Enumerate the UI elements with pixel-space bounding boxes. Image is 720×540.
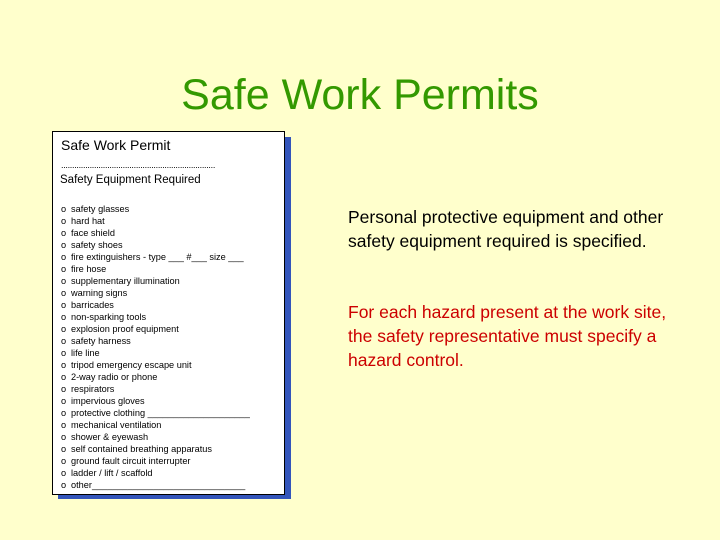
checklist-item-label: self contained breathing apparatus	[71, 444, 212, 454]
hazard-control-paragraph: For each hazard present at the work site, the safety representative must specify a hazard control.	[348, 302, 667, 370]
checklist-item-label: ground fault circuit interrupter	[71, 456, 191, 466]
checklist-item	[61, 407, 250, 419]
checkbox-circle-icon: o	[61, 288, 67, 298]
checkbox-circle-icon: o	[61, 444, 67, 454]
checklist-item	[61, 311, 250, 323]
checklist-item	[61, 275, 250, 287]
checklist-item	[61, 359, 250, 371]
checkbox-circle-icon: o	[61, 336, 67, 346]
checklist-item	[61, 419, 250, 431]
checkbox-circle-icon: o	[61, 408, 67, 418]
checklist-item-label: hard hat	[71, 216, 105, 226]
checklist-item	[61, 455, 250, 467]
checkbox-circle-icon: o	[61, 240, 67, 250]
checkbox-circle-icon: o	[61, 216, 67, 226]
checklist-item-label: life line	[71, 348, 100, 358]
checkbox-circle-icon: o	[61, 456, 67, 466]
checklist-item	[61, 203, 250, 215]
checklist-item-label: fire extinguishers - type ___ #___ size ___	[71, 252, 244, 262]
checklist-item	[61, 263, 250, 275]
checklist-item	[61, 371, 250, 383]
checklist-item-label: non-sparking tools	[71, 312, 147, 322]
checkbox-circle-icon: o	[61, 384, 67, 394]
checklist-item-label: face shield	[71, 228, 115, 238]
checkbox-circle-icon: o	[61, 204, 67, 214]
checklist-item	[61, 443, 250, 455]
checklist-item-label: warning signs	[71, 288, 128, 298]
checkbox-circle-icon: o	[61, 312, 67, 322]
checklist-item-label: 2-way radio or phone	[71, 372, 158, 382]
checkbox-circle-icon: o	[61, 252, 67, 262]
checklist-item-label: impervious gloves	[71, 396, 145, 406]
checklist-item	[61, 239, 250, 251]
permit-dotted-line: ......................................................................	[61, 160, 216, 170]
checkbox-circle-icon: o	[61, 396, 67, 406]
checklist-item	[61, 287, 250, 299]
checklist-item-label: tripod emergency escape unit	[71, 360, 192, 370]
checklist-item	[61, 323, 250, 335]
checklist-item	[61, 227, 250, 239]
checkbox-circle-icon: o	[61, 372, 67, 382]
checklist-item	[61, 467, 250, 479]
checkbox-circle-icon: o	[61, 300, 67, 310]
checklist-item	[61, 251, 250, 263]
checkbox-circle-icon: o	[61, 348, 67, 358]
checklist-item-label: safety shoes	[71, 240, 123, 250]
equipment-checklist	[61, 203, 250, 491]
checklist-item	[61, 479, 250, 491]
checkbox-circle-icon: o	[61, 228, 67, 238]
permit-title: Safe Work Permit	[61, 137, 171, 153]
checkbox-circle-icon: o	[61, 276, 67, 286]
checklist-item	[61, 383, 250, 395]
checklist-item-label: shower & eyewash	[71, 432, 149, 442]
checklist-item-label: explosion proof equipment	[71, 324, 179, 334]
checklist-item-label: supplementary illumination	[71, 276, 180, 286]
checklist-item-label: safety glasses	[71, 204, 130, 214]
checkbox-circle-icon: o	[61, 480, 67, 490]
checklist-item	[61, 395, 250, 407]
permit-document	[52, 131, 285, 495]
checklist-item	[61, 215, 250, 227]
checklist-item-label: protective clothing ____________________	[71, 408, 250, 418]
checklist-item-label: mechanical ventilation	[71, 420, 162, 430]
checkbox-circle-icon: o	[61, 360, 67, 370]
checklist-item-label: barricades	[71, 300, 114, 310]
checklist-item-label: other______________________________	[71, 480, 246, 490]
checkbox-circle-icon: o	[61, 420, 67, 430]
checklist-item	[61, 299, 250, 311]
checklist-item	[61, 335, 250, 347]
checklist-item-label: ladder / lift / scaffold	[71, 468, 153, 478]
checklist-item	[61, 347, 250, 359]
checkbox-circle-icon: o	[61, 432, 67, 442]
checklist-item-label: respirators	[71, 384, 115, 394]
checkbox-circle-icon: o	[61, 324, 67, 334]
checkbox-circle-icon: o	[61, 264, 67, 274]
checklist-item-label: fire hose	[71, 264, 107, 274]
checklist-item-label: safety harness	[71, 336, 131, 346]
slide-title: Safe Work Permits	[181, 71, 539, 119]
ppe-paragraph: Personal protective equipment and other safety equipment required is specified.	[348, 207, 664, 251]
checklist-item	[61, 431, 250, 443]
checkbox-circle-icon: o	[61, 468, 67, 478]
permit-section-heading: Safety Equipment Required	[60, 174, 201, 186]
